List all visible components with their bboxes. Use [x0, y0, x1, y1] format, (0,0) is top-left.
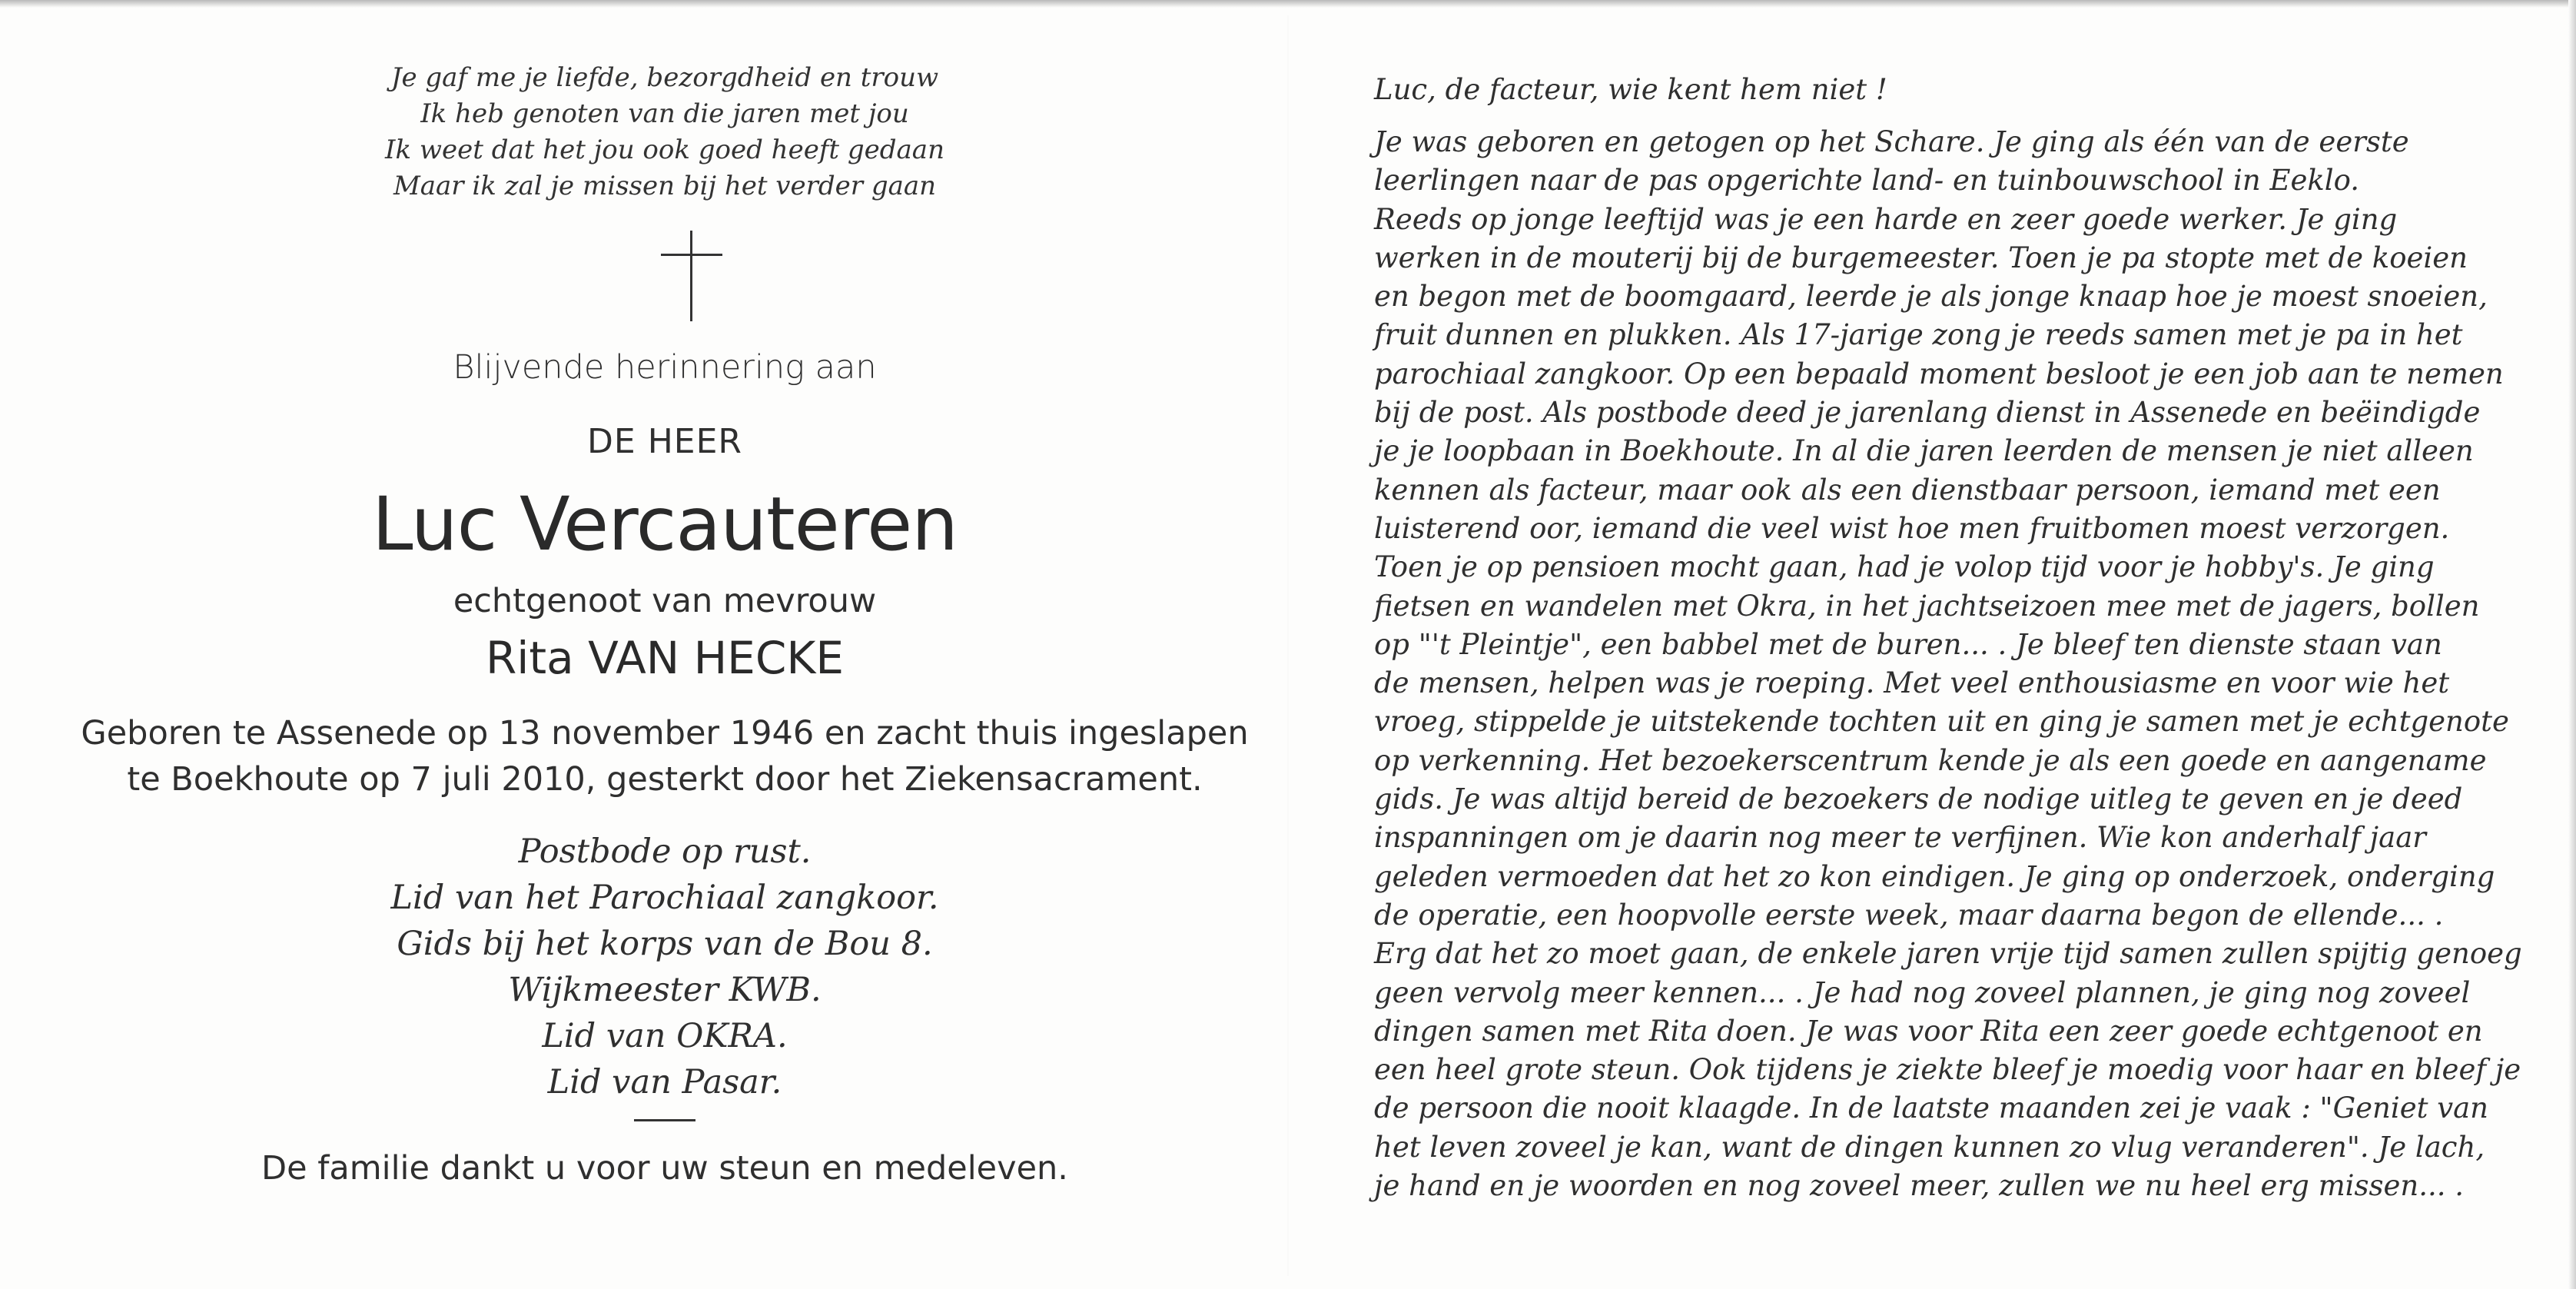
- bio-line: je je loopbaan in Boekhoute. In al die jaren leerden de mensen je niet alleen: [1374, 434, 2474, 468]
- card-fold: [1287, 15, 1289, 1276]
- bio-line: Toen je op pensioen mocht gaan, had je volop tijd voor je hobby's. Je ging: [1374, 550, 2435, 584]
- poem-line: Je gaf me je liefde, bezorgdheid en trouw: [390, 62, 939, 93]
- bio-line: Erg dat het zo moet gaan, de enkele jaren vrije tijd samen zullen spijtig genoeg: [1374, 937, 2522, 971]
- poem-line: Ik weet dat het jou ook goed heeft gedaan: [385, 135, 944, 165]
- bio-line: dingen samen met Rita doen. Je was voor Rita een zeer goede echtgenoot en: [1374, 1014, 2483, 1048]
- bio-line: de mensen, helpen was je roeping. Met veel enthousiasme en voor wie het: [1374, 666, 2450, 700]
- role-item: Lid van het Parochiaal zangkoor.: [390, 879, 939, 917]
- poem-line: Ik heb genoten van die jaren met jou: [420, 98, 909, 129]
- deceased-name: Luc Vercauteren: [372, 481, 958, 567]
- birth-death-line: te Boekhoute op 7 juli 2010, gesterkt door het Ziekensacrament.: [127, 760, 1203, 799]
- birth-death-info: [46, 710, 1283, 802]
- role-item: Gids bij het korps van de Bou 8.: [397, 925, 933, 963]
- bio-line: vroeg, stippelde je uitstekende tochten uit en ging je samen met je echtgenote: [1374, 705, 2509, 739]
- remembrance-heading: Blijvende herinnering aan: [453, 348, 877, 387]
- scan-edge-right: [2568, 0, 2576, 1289]
- spouse-name: Rita VAN HECKE: [485, 632, 845, 684]
- role-item: Postbode op rust.: [518, 832, 812, 871]
- role-item: Lid van Pasar.: [547, 1063, 782, 1101]
- bio-intro: Luc, de facteur, wie kent hem niet !: [1374, 73, 1887, 106]
- bio-line: fietsen en wandelen met Okra, in het jachtseizoen mee met de jagers, bollen: [1374, 589, 2480, 623]
- bio-line: bij de post. Als postbode deed je jarenlang dienst in Assenede en beëindigde: [1374, 396, 2481, 430]
- bio-line: geleden vermoeden dat het zo kon eindigen. Je ging op onderzoek, onderging: [1374, 859, 2495, 893]
- family-thanks: De familie dankt u voor uw steun en medeleven.: [261, 1149, 1068, 1188]
- role-item: Lid van OKRA.: [542, 1017, 788, 1055]
- bio-line: geen vervolg meer kennen... . Je had nog zoveel plannen, je ging nog zoveel: [1374, 975, 2471, 1009]
- bio-line: inspanningen om je daarin nog meer te verfijnen. Wie kon anderhalf jaar: [1374, 821, 2426, 855]
- bio-line: de persoon die nooit klaagde. In de laatste maanden zei je vaak : "Geniet van: [1374, 1091, 2489, 1125]
- roles-list: [46, 829, 1283, 1105]
- bio-line: fruit dunnen en plukken. Als 17-jarige zong je reeds samen met je pa in het: [1374, 318, 2463, 352]
- bio-line: op "'t Pleintje", een babbel met de buren... . Je bleef ten dienste staan van: [1374, 627, 2442, 661]
- scan-edge-top: [0, 0, 2576, 8]
- poem: [46, 60, 1283, 204]
- bio-line: leerlingen naar de pas opgerichte land- en tuinbouwschool in Eeklo.: [1374, 164, 2359, 198]
- bio-line: gids. Je was altijd bereid de bezoekers de nodige uitleg te geven en je deed: [1374, 782, 2463, 816]
- bio-line: je hand en je woorden en nog zoveel meer, zullen we nu heel erg missen... .: [1374, 1169, 2465, 1203]
- divider: [634, 1119, 695, 1121]
- cross-icon: [661, 231, 722, 323]
- bio-line: en begon met de boomgaard, leerde je als jonge knaap hoe je moest snoeien,: [1374, 280, 2488, 314]
- role-item: Wijkmeester KWB.: [508, 971, 822, 1009]
- bio-line: het leven zoveel je kan, want de dingen kunnen zo vlug veranderen". Je lach,: [1374, 1130, 2485, 1164]
- bio-line: werken in de mouterij bij de burgemeester. Toen je pa stopte met de koeien: [1374, 241, 2468, 274]
- bio-line: op verkenning. Het bezoekerscentrum kende je als een goede en aangename: [1374, 743, 2487, 777]
- bio-line: parochiaal zangkoor. Op een bepaald moment besloot je een job aan te nemen: [1374, 357, 2504, 390]
- poem-line: Maar ik zal je missen bij het verder gaan: [393, 171, 937, 201]
- bio-line: luisterend oor, iemand die veel wist hoe men fruitbomen moest verzorgen.: [1374, 511, 2450, 545]
- bio-line: Reeds op jonge leeftijd was je een harde en zeer goede werker. Je ging: [1374, 202, 2398, 236]
- biography: [1374, 123, 2558, 1205]
- bio-line: de operatie, een hoopvolle eerste week, maar daarna begon de ellende... .: [1374, 898, 2444, 932]
- honorific: DE HEER: [587, 422, 742, 461]
- spouse-label: echtgenoot van mevrouw: [453, 582, 877, 620]
- bio-line: Je was geboren en getogen op het Schare. Je ging als één van de eerste: [1374, 125, 2409, 158]
- bio-line: kennen als facteur, maar ook als een dienstbaar persoon, iemand met een: [1374, 473, 2441, 507]
- birth-death-line: Geboren te Assenede op 13 november 1946 en zacht thuis ingeslapen: [81, 714, 1249, 752]
- bio-line: een heel grote steun. Ook tijdens je ziekte bleef je moedig voor haar en bleef je: [1374, 1053, 2521, 1087]
